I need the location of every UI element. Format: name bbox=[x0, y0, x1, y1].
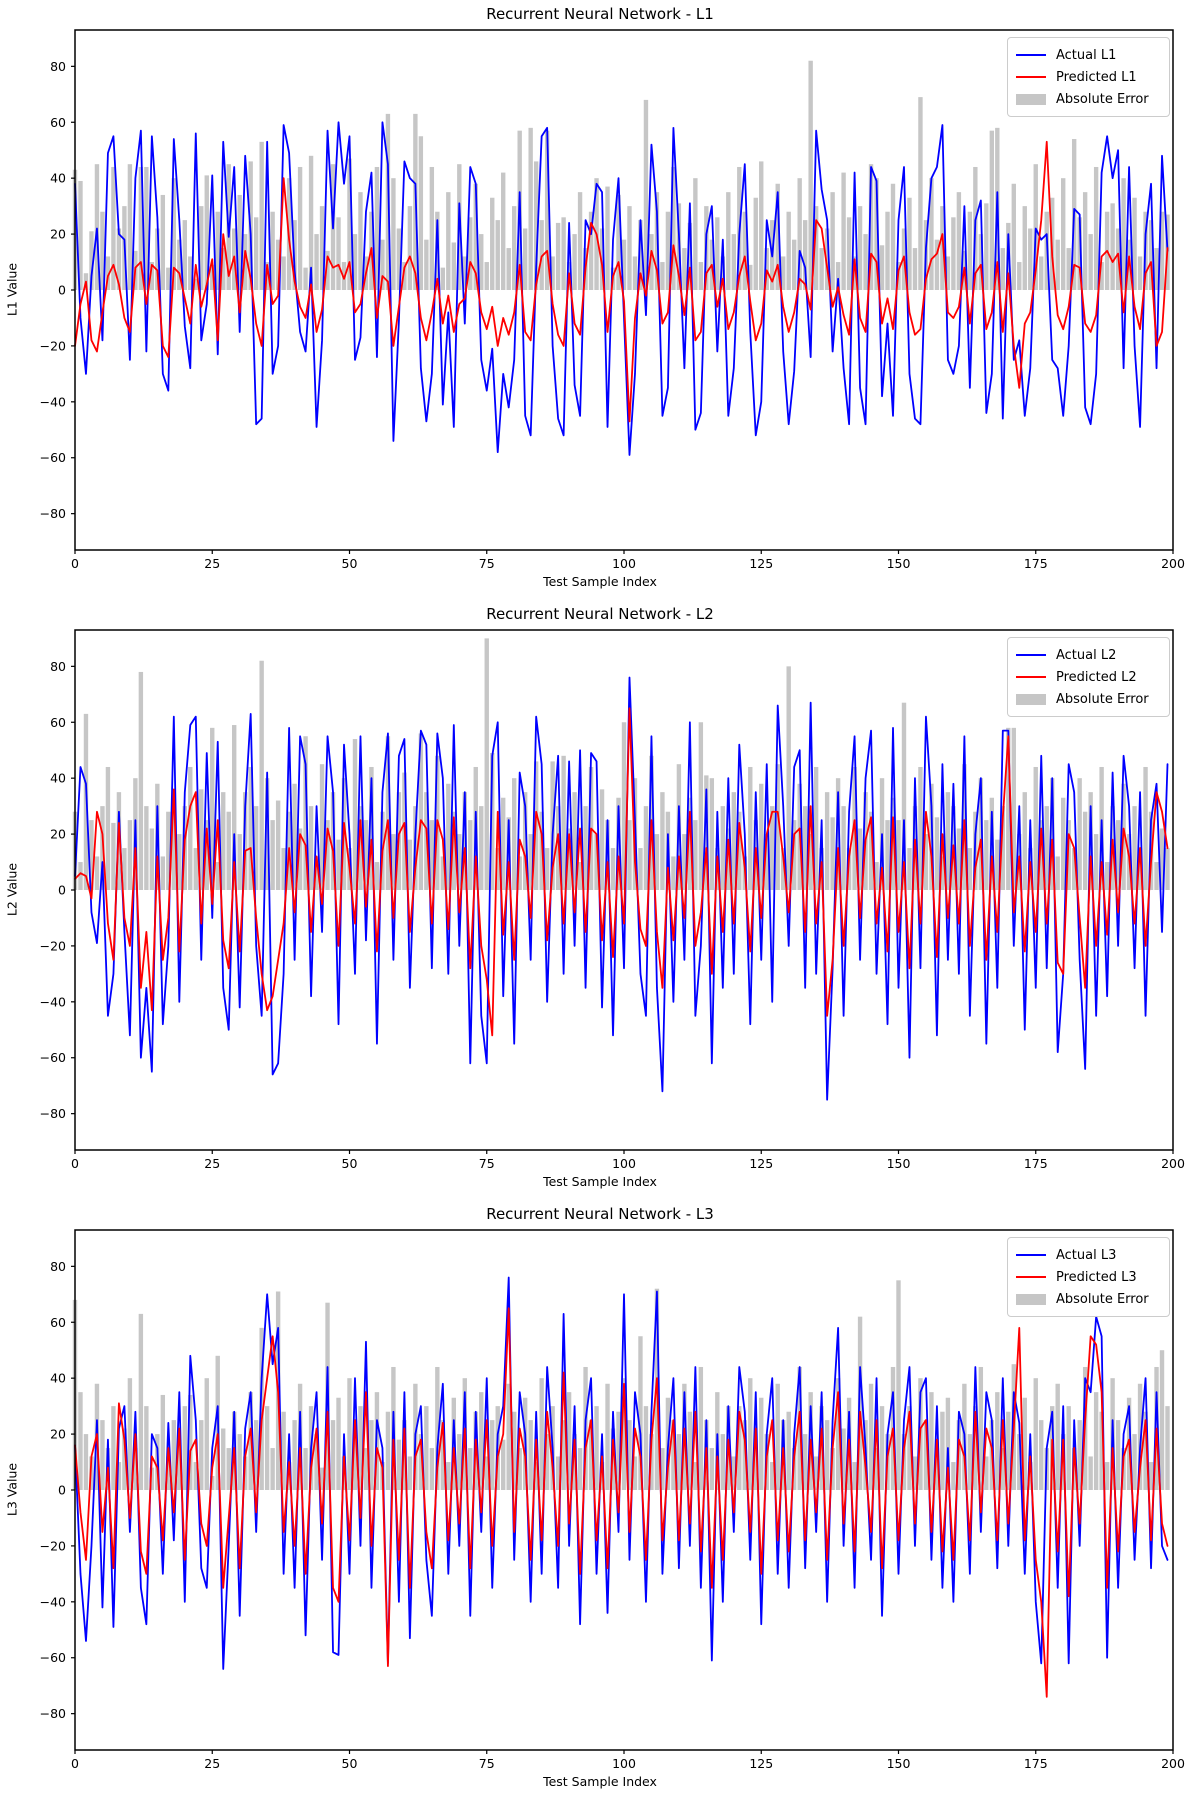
svg-text:−20: −20 bbox=[39, 1538, 66, 1554]
legend-item-error bbox=[1016, 688, 1161, 710]
predicted-line-swatch-icon bbox=[1016, 676, 1046, 678]
chart-title: Recurrent Neural Network - L2 bbox=[486, 605, 714, 623]
actual-line-swatch-icon bbox=[1016, 654, 1046, 656]
svg-text:0: 0 bbox=[58, 282, 66, 298]
actual-line-swatch-icon bbox=[1016, 54, 1046, 56]
legend-label: Actual L1 bbox=[1056, 47, 1117, 63]
legend-item-error bbox=[1016, 88, 1161, 110]
svg-text:60: 60 bbox=[50, 714, 66, 730]
svg-text:80: 80 bbox=[50, 658, 66, 674]
svg-text:75: 75 bbox=[478, 1756, 495, 1771]
legend-label: Predicted L2 bbox=[1056, 669, 1137, 685]
svg-text:150: 150 bbox=[886, 1156, 911, 1171]
svg-text:125: 125 bbox=[749, 556, 774, 571]
svg-text:0: 0 bbox=[71, 556, 79, 571]
legend-item-predicted bbox=[1016, 1266, 1161, 1288]
svg-text:40: 40 bbox=[50, 170, 66, 186]
error-bar-swatch-icon bbox=[1016, 694, 1046, 705]
svg-text:150: 150 bbox=[886, 1756, 911, 1771]
predicted-line-swatch-icon bbox=[1016, 76, 1046, 78]
svg-text:100: 100 bbox=[612, 1756, 636, 1771]
svg-text:80: 80 bbox=[50, 58, 66, 74]
svg-text:−60: −60 bbox=[39, 1050, 66, 1066]
y-axis-label: L1 Value bbox=[4, 262, 20, 317]
actual-line-swatch-icon bbox=[1016, 1254, 1046, 1256]
svg-text:−60: −60 bbox=[39, 450, 66, 466]
svg-text:20: 20 bbox=[50, 226, 66, 242]
svg-text:60: 60 bbox=[50, 114, 66, 130]
legend-label: Absolute Error bbox=[1056, 1291, 1149, 1307]
svg-text:20: 20 bbox=[50, 826, 66, 842]
legend-item-predicted bbox=[1016, 666, 1161, 688]
svg-text:25: 25 bbox=[204, 1756, 221, 1771]
x-axis-label: Test Sample Index bbox=[543, 1774, 657, 1789]
svg-text:−40: −40 bbox=[39, 1594, 66, 1610]
svg-text:40: 40 bbox=[50, 1370, 66, 1386]
svg-text:175: 175 bbox=[1023, 1156, 1048, 1171]
svg-text:75: 75 bbox=[478, 1156, 495, 1171]
legend-item-actual bbox=[1016, 1244, 1161, 1266]
svg-text:50: 50 bbox=[341, 1756, 358, 1771]
chart-title: Recurrent Neural Network - L1 bbox=[486, 5, 714, 23]
legend-box bbox=[1007, 37, 1170, 117]
predicted-line-swatch-icon bbox=[1016, 1276, 1046, 1278]
legend-item-actual bbox=[1016, 644, 1161, 666]
legend-label: Predicted L1 bbox=[1056, 69, 1137, 85]
legend-label: Predicted L3 bbox=[1056, 1269, 1137, 1285]
svg-text:50: 50 bbox=[341, 1156, 358, 1171]
svg-text:100: 100 bbox=[612, 556, 636, 571]
y-axis-label: L2 Value bbox=[4, 862, 20, 917]
subplot-l3 bbox=[0, 1200, 1200, 1800]
svg-text:−20: −20 bbox=[39, 338, 66, 354]
svg-text:125: 125 bbox=[749, 1756, 774, 1771]
legend-box bbox=[1007, 637, 1170, 717]
legend-box bbox=[1007, 1237, 1170, 1317]
svg-text:0: 0 bbox=[58, 1482, 66, 1498]
svg-text:200: 200 bbox=[1161, 1756, 1185, 1771]
svg-text:0: 0 bbox=[58, 882, 66, 898]
svg-text:150: 150 bbox=[886, 556, 911, 571]
subplot-l1 bbox=[0, 0, 1200, 600]
svg-text:60: 60 bbox=[50, 1314, 66, 1330]
x-axis-label: Test Sample Index bbox=[543, 574, 657, 589]
legend-label: Actual L3 bbox=[1056, 1247, 1117, 1263]
svg-text:100: 100 bbox=[612, 1156, 636, 1171]
legend-item-actual bbox=[1016, 44, 1161, 66]
svg-text:200: 200 bbox=[1161, 1156, 1185, 1171]
svg-text:−80: −80 bbox=[39, 1706, 66, 1722]
svg-text:200: 200 bbox=[1161, 556, 1185, 571]
svg-text:175: 175 bbox=[1023, 556, 1048, 571]
svg-text:−40: −40 bbox=[39, 394, 66, 410]
svg-text:80: 80 bbox=[50, 1258, 66, 1274]
x-axis-label: Test Sample Index bbox=[543, 1174, 657, 1189]
svg-text:25: 25 bbox=[204, 556, 221, 571]
legend-label: Absolute Error bbox=[1056, 691, 1149, 707]
error-bar-swatch-icon bbox=[1016, 1294, 1046, 1305]
svg-text:175: 175 bbox=[1023, 1756, 1048, 1771]
svg-text:0: 0 bbox=[71, 1156, 79, 1171]
svg-text:20: 20 bbox=[50, 1426, 66, 1442]
error-bar-swatch-icon bbox=[1016, 94, 1046, 105]
legend-label: Absolute Error bbox=[1056, 91, 1149, 107]
svg-text:25: 25 bbox=[204, 1156, 221, 1171]
subplot-l2 bbox=[0, 600, 1200, 1200]
svg-text:−80: −80 bbox=[39, 506, 66, 522]
legend-label: Actual L2 bbox=[1056, 647, 1117, 663]
svg-text:125: 125 bbox=[749, 1156, 774, 1171]
svg-text:0: 0 bbox=[71, 1756, 79, 1771]
svg-text:−80: −80 bbox=[39, 1106, 66, 1122]
y-axis-label: L3 Value bbox=[4, 1462, 20, 1517]
svg-text:−20: −20 bbox=[39, 938, 66, 954]
chart-title: Recurrent Neural Network - L3 bbox=[486, 1205, 714, 1223]
svg-text:−40: −40 bbox=[39, 994, 66, 1010]
legend-item-error bbox=[1016, 1288, 1161, 1310]
svg-text:50: 50 bbox=[341, 556, 358, 571]
svg-text:−60: −60 bbox=[39, 1650, 66, 1666]
svg-text:75: 75 bbox=[478, 556, 495, 571]
legend-item-predicted bbox=[1016, 66, 1161, 88]
svg-text:40: 40 bbox=[50, 770, 66, 786]
